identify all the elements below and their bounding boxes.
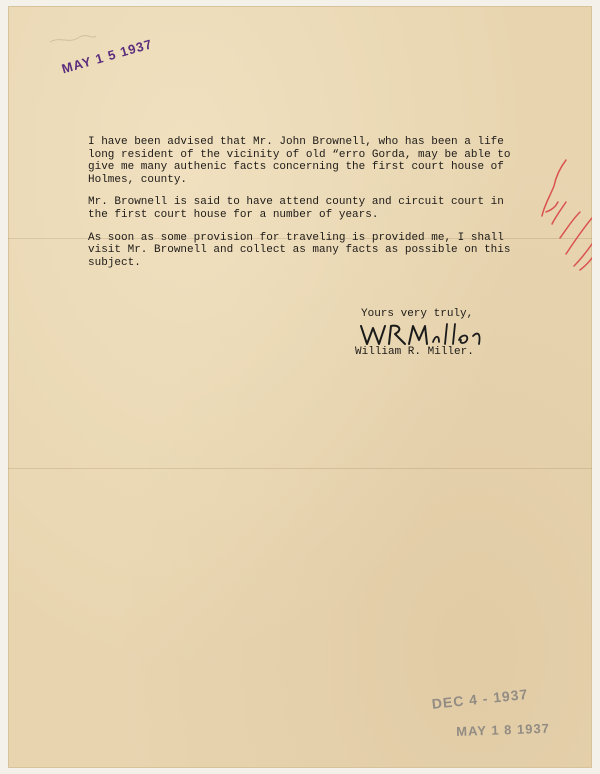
handwritten-note xyxy=(530,146,592,276)
letter-paragraph-1: I have been advised that Mr. John Brownell, who has been a life long resident of the vicinity of old “erro Gorda, may be able to give me many authenic facts concerning the first court house of Holmes, county. xyxy=(88,136,511,186)
received-stamp-top: MAY 1 5 1937 xyxy=(60,36,155,77)
letter-paragraph-3: As soon as some provision for traveling is provided me, I shall visit Mr. Brownell and collect as many facts as possible on this subject. xyxy=(88,231,511,269)
smudge-mark xyxy=(48,32,98,48)
letter-body xyxy=(88,136,546,279)
fold-line xyxy=(8,468,592,469)
letter-paragraph-2: Mr. Brownell is said to have attend county and circuit court in the first court house for a number of years. xyxy=(88,196,504,221)
letter-page xyxy=(8,6,592,768)
received-stamp-may: MAY 1 8 1937 xyxy=(456,720,551,739)
letter-closing: Yours very truly, xyxy=(361,308,474,320)
received-stamp-dec: DEC 4 - 1937 xyxy=(431,685,529,712)
signer-name: William R. Miller. xyxy=(355,346,474,358)
